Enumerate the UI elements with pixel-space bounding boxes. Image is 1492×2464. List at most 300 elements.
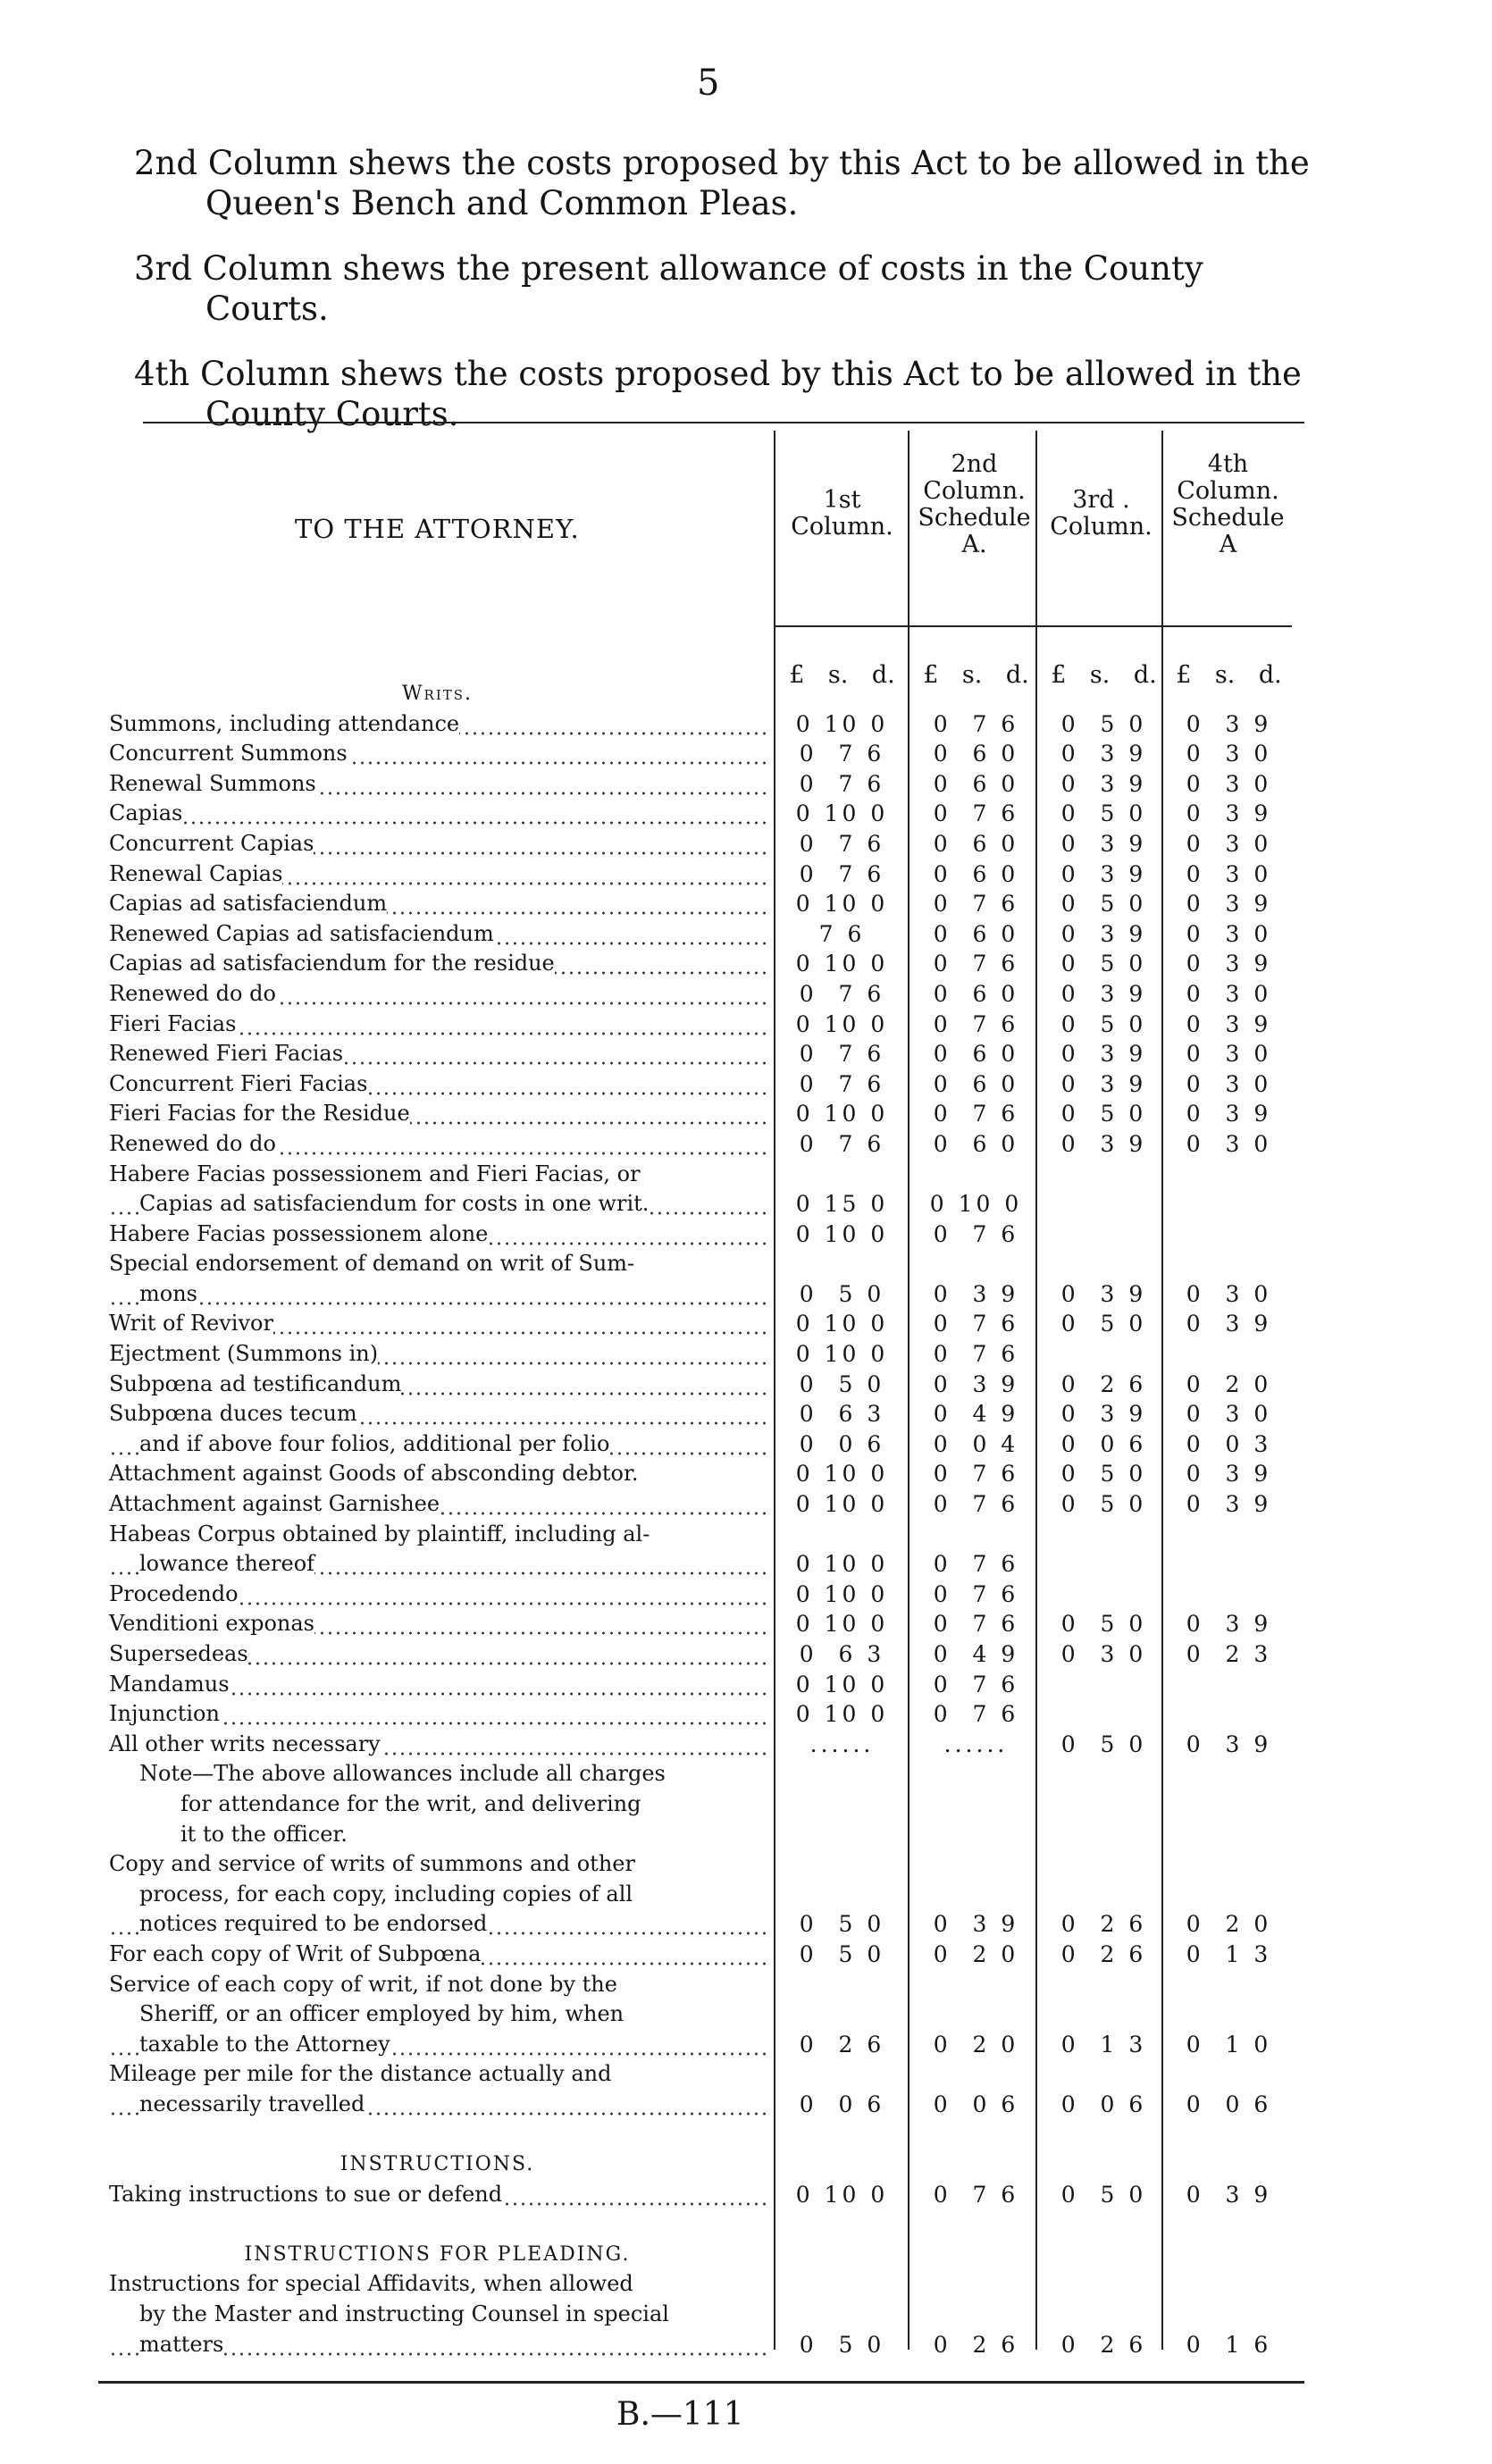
row-label-text: Venditioni exponas <box>109 1611 314 1637</box>
row-label <box>109 709 766 740</box>
amount-column-3: 0 5 0 <box>1060 891 1147 918</box>
row-label <box>109 1069 766 1100</box>
pounds-symbol: £ <box>789 661 805 689</box>
row-label-text: Service of each copy of writ, if not done by the <box>109 1971 617 1997</box>
table-row <box>0 859 1492 890</box>
amount-column-4: 0 3 0 <box>1186 1070 1272 1097</box>
row-label <box>109 799 766 829</box>
amount-column-2: 0 7 6 <box>933 2181 1019 2208</box>
amount-column-2: 0 6 0 <box>933 1070 1019 1097</box>
amount-column-2: 0 7 6 <box>933 891 1019 918</box>
amount-column-1: 0 6 3 <box>799 1641 885 1667</box>
amount-column-1: 0 10 0 <box>795 1341 889 1368</box>
row-label-text: Injunction <box>109 1701 220 1727</box>
pounds-symbol: £ <box>1051 661 1067 689</box>
amount-column-1: 0 15 0 <box>795 1191 889 1218</box>
table-row <box>0 769 1492 800</box>
amount-column-2: 0 7 6 <box>933 1341 1019 1368</box>
row-label-text: Ejectment (Summons in) <box>109 1341 379 1367</box>
table-row <box>0 2209 1492 2240</box>
row-label <box>109 2180 766 2210</box>
amount-column-1: 0 5 0 <box>799 1911 885 1938</box>
intro-note-col2: 2nd Column shews the costs proposed by this Act to be allowed in the Queen's Bench and Common Pleas. <box>134 144 1310 222</box>
table-row <box>0 1880 1492 1910</box>
amount-column-1: 0 10 0 <box>795 1671 889 1697</box>
amount-column-1: 0 10 0 <box>795 1611 889 1638</box>
amount-column-2: 0 7 6 <box>933 1461 1019 1488</box>
row-label-text: by the Master and instructing Counsel in special <box>139 2301 669 2327</box>
amount-column-1: 0 7 6 <box>799 860 885 887</box>
row-label <box>109 2059 766 2090</box>
row-label <box>109 739 766 769</box>
table-row <box>0 1670 1492 1700</box>
amount-column-2: 0 7 6 <box>933 1220 1019 1247</box>
cost-table-body <box>0 679 1492 2359</box>
column-4-heading: 4th Column. Schedule A <box>1171 450 1285 558</box>
row-label-text: process, for each copy, including copies of all <box>139 1881 633 1907</box>
row-label <box>109 1160 766 1190</box>
table-row <box>0 1039 1492 1069</box>
amount-column-4: 0 3 9 <box>1186 1611 1272 1638</box>
pounds-symbol: £ <box>923 661 939 689</box>
amount-column-2: 0 7 6 <box>933 951 1019 977</box>
amount-column-4: 0 3 0 <box>1186 830 1272 857</box>
amount-column-1: 0 0 6 <box>799 1430 885 1457</box>
amount-column-2: 0 6 0 <box>933 980 1019 1007</box>
amount-column-3: 0 2 6 <box>1060 1911 1147 1938</box>
table-row <box>0 799 1492 829</box>
amount-column-2: 0 2 0 <box>933 2031 1019 2058</box>
amount-column-1: 0 10 0 <box>795 800 889 827</box>
row-label-text: Renewed do do <box>109 1130 276 1156</box>
amount-column-3: 0 5 0 <box>1060 1010 1147 1037</box>
table-row <box>0 1549 1492 1580</box>
row-label <box>109 2300 766 2330</box>
amount-column-2: 0 6 0 <box>933 920 1019 947</box>
row-label <box>109 979 766 1010</box>
amount-column-3: 0 5 0 <box>1060 710 1147 737</box>
page-number: 5 <box>697 63 720 104</box>
row-label <box>109 1820 766 1850</box>
amount-column-1: 0 0 6 <box>799 2091 885 2117</box>
table-row <box>0 1399 1492 1429</box>
amount-column-3: 0 3 9 <box>1060 741 1147 767</box>
amount-column-1: 0 7 6 <box>799 1070 885 1097</box>
amount-column-1: 0 5 0 <box>799 1280 885 1307</box>
row-label-text: it to the officer. <box>180 1821 348 1847</box>
amount-column-3: 0 2 6 <box>1060 1940 1147 1967</box>
row-label <box>109 769 766 800</box>
amount-column-1: 0 7 6 <box>799 830 885 857</box>
table-row <box>0 679 1492 709</box>
table-row <box>0 2120 1492 2150</box>
table-row <box>0 1849 1492 1880</box>
amount-column-3: 0 3 9 <box>1060 1130 1147 1157</box>
bottom-rule <box>98 2381 1304 2384</box>
row-label-text: For each copy of Writ of Subpœna <box>109 1940 482 1966</box>
row-label <box>109 829 766 859</box>
amount-column-1: 0 10 0 <box>795 1551 889 1578</box>
amount-column-2: 0 6 0 <box>933 830 1019 857</box>
amount-column-1: 0 5 0 <box>799 1940 885 1967</box>
row-label <box>109 1549 766 1580</box>
amount-column-4: 0 3 9 <box>1186 1461 1272 1488</box>
row-label-text: taxable to the Attorney <box>139 2031 390 2057</box>
row-label <box>109 1520 766 1550</box>
amount-column-1: 0 10 0 <box>795 951 889 977</box>
table-row <box>0 1249 1492 1279</box>
table-row <box>0 1520 1492 1550</box>
amount-column-4: 0 3 0 <box>1186 1401 1272 1428</box>
row-label-text: lowance thereof <box>139 1551 315 1577</box>
row-label <box>109 1399 766 1429</box>
table-row <box>0 1789 1492 1820</box>
row-label <box>109 1010 766 1040</box>
row-label-text: Writs. <box>401 683 474 705</box>
amount-column-3: 0 5 0 <box>1060 1491 1147 1518</box>
table-row <box>0 1639 1492 1670</box>
table-row <box>0 739 1492 769</box>
amount-column-4: 0 3 0 <box>1186 1041 1272 1068</box>
row-label-text: Renewed do do <box>109 980 276 1006</box>
row-label-text: Habeas Corpus obtained by plaintiff, including al- <box>109 1521 650 1546</box>
page-footer: B.—111 <box>616 2396 744 2433</box>
amount-column-4: 0 3 0 <box>1186 770 1272 797</box>
amount-column-1: 0 10 0 <box>795 1701 889 1728</box>
pence-symbol: d. <box>1133 661 1157 689</box>
amount-column-4: 0 3 0 <box>1186 1130 1272 1157</box>
row-label <box>109 1429 766 1460</box>
amount-column-4: 0 3 0 <box>1186 920 1272 947</box>
amount-column-3: 0 3 9 <box>1060 1401 1147 1428</box>
row-label <box>109 1699 766 1730</box>
table-row <box>0 1069 1492 1100</box>
row-label <box>109 1909 766 1940</box>
amount-column-2: 0 7 6 <box>933 800 1019 827</box>
row-label-text: Note—The above allowances include all charges <box>139 1761 666 1787</box>
shillings-symbol: s. <box>1214 661 1236 689</box>
amount-column-1: 0 5 0 <box>799 2331 885 2358</box>
shillings-symbol: s. <box>961 661 983 689</box>
pence-symbol: d. <box>1005 661 1029 689</box>
table-row <box>0 1940 1492 1970</box>
row-label <box>109 1219 766 1250</box>
amount-column-2: 0 7 6 <box>933 1311 1019 1337</box>
row-label <box>109 1609 766 1639</box>
row-label <box>109 1849 766 1880</box>
amount-column-1: 0 10 0 <box>795 1010 889 1037</box>
table-row <box>0 1820 1492 1850</box>
row-label-text: Taking instructions to sue or defend <box>109 2181 503 2207</box>
amount-column-1: 7 6 <box>818 920 866 947</box>
table-row <box>0 1999 1492 2030</box>
top-rule <box>143 422 1304 423</box>
amount-column-1: 0 5 0 <box>799 1370 885 1397</box>
row-label-text: Fieri Facias <box>109 1010 237 1036</box>
row-label <box>109 2090 766 2120</box>
row-label-text: Special endorsement of demand on writ of Sum- <box>109 1251 635 1277</box>
row-label-text: Renewal Capias <box>109 860 283 886</box>
table-row <box>0 1699 1492 1730</box>
row-label <box>109 1580 766 1610</box>
table-row <box>0 1370 1492 1400</box>
row-label <box>109 1189 766 1219</box>
amount-column-3: 0 0 6 <box>1060 2091 1147 2117</box>
column-2-heading: 2nd Column. Schedule A. <box>918 450 1031 558</box>
row-label <box>109 1670 766 1700</box>
amount-column-3: 0 2 6 <box>1060 2331 1147 2358</box>
row-label <box>109 1789 766 1820</box>
amount-column-3: 0 3 9 <box>1060 1280 1147 1307</box>
table-row <box>0 1219 1492 1250</box>
row-label <box>109 1639 766 1670</box>
row-label-text: Subpœna duces tecum <box>109 1401 357 1427</box>
amount-column-1: 0 7 6 <box>799 770 885 797</box>
amount-column-4: 0 0 3 <box>1186 1430 1272 1457</box>
amount-column-1: 0 10 0 <box>795 1461 889 1488</box>
row-label-text: INSTRUCTIONS. <box>339 2153 535 2176</box>
amount-column-1: 0 10 0 <box>795 2181 889 2208</box>
row-label-text: All other writs necessary <box>109 1731 381 1756</box>
amount-column-2: 0 4 9 <box>933 1641 1019 1667</box>
row-label-text: Capias ad satisfaciendum for the residue <box>109 951 555 976</box>
table-row <box>0 2059 1492 2090</box>
table-row <box>0 2150 1492 2180</box>
row-label-text: INSTRUCTIONS FOR PLEADING. <box>244 2242 631 2266</box>
amount-column-3: 0 5 0 <box>1060 2181 1147 2208</box>
row-label <box>109 1730 766 1760</box>
row-label-text: Instructions for special Affidavits, when allowed <box>109 2271 633 2297</box>
amount-column-4: 0 3 0 <box>1186 980 1272 1007</box>
amount-column-3: 0 3 9 <box>1060 830 1147 857</box>
amount-column-1: 0 10 0 <box>795 1220 889 1247</box>
amount-column-4: 0 3 9 <box>1186 710 1272 737</box>
table-row <box>0 1970 1492 2000</box>
amount-column-1: 0 6 3 <box>799 1401 885 1428</box>
row-label-text: Procedendo <box>109 1580 239 1606</box>
row-label-text: Capias <box>109 800 183 826</box>
row-label-text: notices required to be endorsed <box>139 1911 488 1937</box>
table-row <box>0 1309 1492 1339</box>
amount-column-3: 0 3 0 <box>1060 1641 1147 1667</box>
row-label-text: Mileage per mile for the distance actually and <box>109 2061 612 2087</box>
row-label-text: Mandamus <box>109 1671 230 1697</box>
row-label-text: Renewed Fieri Facias <box>109 1041 344 1067</box>
row-label-text: Capias ad satisfaciendum for costs in one writ. <box>139 1191 650 1217</box>
row-label <box>109 889 766 919</box>
amount-column-2: 0 3 9 <box>933 1280 1019 1307</box>
column-1-heading: 1st Column. <box>791 486 893 541</box>
table-row <box>0 1189 1492 1219</box>
amount-column-3: 0 3 9 <box>1060 980 1147 1007</box>
amount-column-2: 0 7 6 <box>933 1551 1019 1578</box>
table-row <box>0 1730 1492 1760</box>
amount-column-2: 0 7 6 <box>933 1580 1019 1607</box>
table-row <box>0 889 1492 919</box>
row-label <box>109 1129 766 1160</box>
amount-column-3: 0 3 9 <box>1060 920 1147 947</box>
intro-note-col3: 3rd Column shews the present allowance of costs in the County Courts. <box>134 249 1203 328</box>
amount-column-2: 0 2 6 <box>933 2331 1019 2358</box>
amount-column-2: 0 2 0 <box>933 1940 1019 1967</box>
amount-column-4: 0 1 3 <box>1186 1940 1272 1967</box>
amount-column-1: 0 7 6 <box>799 741 885 767</box>
amount-column-2: 0 0 4 <box>933 1430 1019 1457</box>
table-label-heading: TO THE ATTORNEY. <box>295 514 580 544</box>
pence-symbol: d. <box>871 661 895 689</box>
row-label-text: Writ of Revivor <box>109 1311 273 1337</box>
amount-column-4: 0 3 9 <box>1186 1491 1272 1518</box>
row-label-text: matters <box>139 2331 224 2357</box>
amount-column-4: 0 3 0 <box>1186 741 1272 767</box>
row-label <box>109 859 766 890</box>
row-label <box>109 1309 766 1339</box>
amount-column-4: 0 2 0 <box>1186 1911 1272 1938</box>
row-label <box>109 1279 766 1310</box>
amount-column-4: 0 3 9 <box>1186 2181 1272 2208</box>
amount-column-2: 0 3 9 <box>933 1370 1019 1397</box>
amount-column-4: 0 2 0 <box>1186 1370 1272 1397</box>
row-label-text: for attendance for the writ, and delivering <box>180 1790 641 1816</box>
row-label-text: Summons, including attendance <box>109 710 460 736</box>
row-label <box>109 679 766 709</box>
table-row <box>0 1099 1492 1129</box>
amount-column-2: 0 6 0 <box>933 1041 1019 1068</box>
row-label-text: Habere Facias possessionem and Fieri Facias, or <box>109 1161 641 1186</box>
amount-column-2: 0 6 0 <box>933 770 1019 797</box>
amount-column-4: 0 0 6 <box>1186 2091 1272 2117</box>
row-label <box>109 1339 766 1370</box>
amount-column-4: 0 3 9 <box>1186 800 1272 827</box>
row-label <box>109 1999 766 2030</box>
row-label-text: Subpœna ad testificandum <box>109 1370 402 1396</box>
amount-column-4: 0 3 0 <box>1186 1280 1272 1307</box>
row-label <box>109 1459 766 1489</box>
pence-symbol: d. <box>1258 661 1282 689</box>
amount-column-3: 0 1 3 <box>1060 2031 1147 2058</box>
row-label-text: Supersedeas <box>109 1641 248 1666</box>
table-row <box>0 2300 1492 2330</box>
table-row <box>0 2180 1492 2210</box>
amount-column-4: 0 1 6 <box>1186 2331 1272 2358</box>
amount-column-3: 0 5 0 <box>1060 1731 1147 1757</box>
table-row <box>0 2090 1492 2120</box>
row-label-text: Attachment against Goods of absconding debtor. <box>109 1461 639 1487</box>
row-label-text: Concurrent Fieri Facias <box>109 1070 368 1096</box>
amount-column-3: 0 0 6 <box>1060 1430 1147 1457</box>
amount-column-2: 0 7 6 <box>933 1101 1019 1127</box>
table-row <box>0 1160 1492 1190</box>
amount-column-3: 0 5 0 <box>1060 1311 1147 1337</box>
table-row <box>0 919 1492 950</box>
row-label-text: Copy and service of writs of summons and other <box>109 1851 635 1877</box>
amount-column-3: 0 3 9 <box>1060 770 1147 797</box>
pounds-symbol: £ <box>1176 661 1192 689</box>
amount-column-3: 0 3 9 <box>1060 1070 1147 1097</box>
amount-column-1: 0 7 6 <box>799 980 885 1007</box>
row-label <box>109 2330 766 2360</box>
row-label-text: Concurrent Capias <box>109 830 314 856</box>
table-row <box>0 1339 1492 1370</box>
amount-column-2: 0 0 6 <box>933 2091 1019 2117</box>
table-row <box>0 1429 1492 1460</box>
amount-column-4: 0 3 9 <box>1186 891 1272 918</box>
row-label <box>109 1940 766 1970</box>
row-label-text: Capias ad satisfaciendum <box>109 891 388 917</box>
table-row <box>0 2240 1492 2270</box>
row-label-text: Concurrent Summons <box>109 741 348 767</box>
amount-column-2: ...... <box>943 1731 1009 1757</box>
row-label-text: Renewal Summons <box>109 770 316 796</box>
row-label-text: mons <box>139 1280 197 1306</box>
amount-column-4: 0 3 9 <box>1186 951 1272 977</box>
shillings-symbol: s. <box>827 661 849 689</box>
row-label-text: Renewed Capias ad satisfaciendum <box>109 920 494 946</box>
amount-column-4: 0 3 9 <box>1186 1101 1272 1127</box>
row-label <box>109 1970 766 2000</box>
row-label <box>109 2150 766 2180</box>
amount-column-2: 0 6 0 <box>933 1130 1019 1157</box>
amount-column-4: 0 1 0 <box>1186 2031 1272 2058</box>
amount-column-2: 0 7 6 <box>933 1701 1019 1728</box>
column-3-heading: 3rd . Column. <box>1050 486 1153 541</box>
amount-column-3: 0 5 0 <box>1060 951 1147 977</box>
amount-column-2: 0 7 6 <box>933 1671 1019 1697</box>
table-row <box>0 709 1492 740</box>
amount-column-2: 0 3 9 <box>933 1911 1019 1938</box>
table-row <box>0 1759 1492 1789</box>
amount-column-1: ...... <box>809 1731 875 1757</box>
amount-column-3: 0 3 9 <box>1060 860 1147 887</box>
amount-column-1: 0 2 6 <box>799 2031 885 2058</box>
intro-note-col4: 4th Column shews the costs proposed by this Act to be allowed in the County Courts. <box>134 355 1302 433</box>
table-row <box>0 1489 1492 1520</box>
row-label <box>109 919 766 950</box>
amount-column-3: 0 5 0 <box>1060 1611 1147 1638</box>
row-label <box>109 1099 766 1129</box>
row-label-text: and if above four folios, additional per folio <box>139 1430 610 1456</box>
amount-column-1: 0 10 0 <box>795 891 889 918</box>
row-label <box>109 2269 766 2300</box>
amount-column-1: 0 10 0 <box>795 1311 889 1337</box>
table-row <box>0 829 1492 859</box>
amount-column-2: 0 7 6 <box>933 1010 1019 1037</box>
amount-column-1: 0 10 0 <box>795 710 889 737</box>
row-label-text: Attachment against Garnishee <box>109 1491 440 1517</box>
row-label <box>109 1249 766 1279</box>
amount-column-4: 0 3 9 <box>1186 1010 1272 1037</box>
table-row <box>0 1279 1492 1310</box>
row-label-text: Habere Facias possessionem alone <box>109 1220 489 1246</box>
row-label <box>109 1759 766 1789</box>
row-label <box>109 2240 766 2270</box>
amount-column-2: 0 7 6 <box>933 1491 1019 1518</box>
row-label <box>109 1489 766 1520</box>
intro-notes <box>134 143 1322 459</box>
amount-column-2: 0 7 6 <box>933 1611 1019 1638</box>
table-row <box>0 2330 1492 2360</box>
row-label-text: necessarily travelled <box>139 2091 365 2116</box>
row-label <box>109 1880 766 1910</box>
amount-column-1: 0 7 6 <box>799 1130 885 1157</box>
amount-column-4: 0 3 9 <box>1186 1731 1272 1757</box>
row-label-text: Sheriff, or an officer employed by him, when <box>139 2001 624 2027</box>
amount-column-1: 0 10 0 <box>795 1101 889 1127</box>
amount-column-3: 0 2 6 <box>1060 1370 1147 1397</box>
table-row <box>0 1609 1492 1639</box>
row-label-text: Fieri Facias for the Residue <box>109 1101 410 1127</box>
table-row <box>0 2269 1492 2300</box>
